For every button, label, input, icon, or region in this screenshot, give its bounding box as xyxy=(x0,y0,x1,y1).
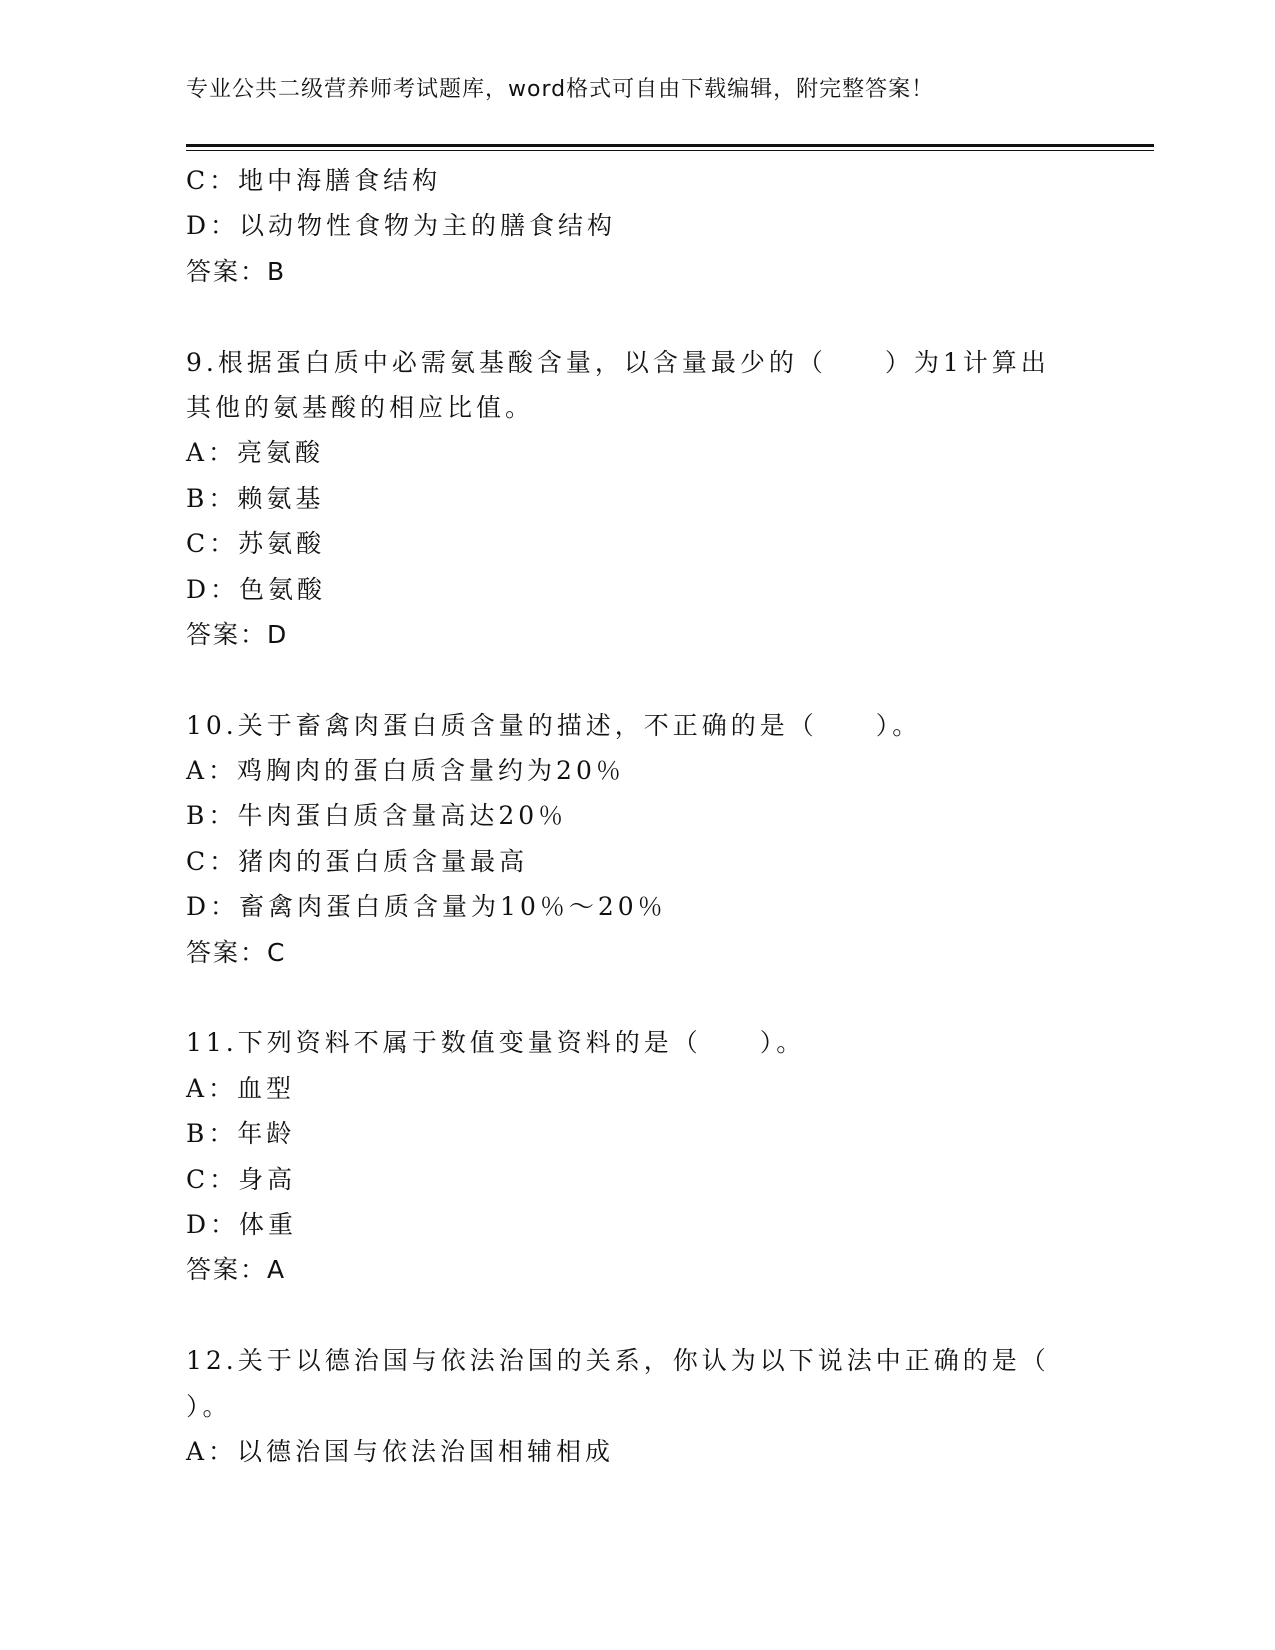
q9-option-a: A：亮氨酸 xyxy=(186,438,325,468)
q11-stem: 11.下列资料不属于数值变量资料的是（ ）。 xyxy=(186,1028,806,1058)
spacer xyxy=(186,1293,1086,1338)
spacer xyxy=(186,294,1086,339)
q9-option-c: C：苏氨酸 xyxy=(186,529,326,559)
q9-option-b: B：赖氨基 xyxy=(186,483,325,513)
question-10 xyxy=(186,703,1086,975)
q8-option-d: D：以动物性食物为主的膳食结构 xyxy=(186,211,617,241)
q10-answer: 答案：C xyxy=(186,937,287,967)
q11-option-c: C：身高 xyxy=(186,1164,297,1194)
spacer xyxy=(186,657,1086,702)
q11-option-a: A：血型 xyxy=(186,1073,296,1103)
q10-option-c: C：猪肉的蛋白质含量最高 xyxy=(186,846,529,876)
q10-option-b: B：牛肉蛋白质含量高达20％ xyxy=(186,801,568,831)
q10-option-d: D：畜禽肉蛋白质含量为10％～20％ xyxy=(186,892,667,922)
page-header: 专业公共二级营养师考试题库，word格式可自由下载编辑，附完整答案！ xyxy=(186,77,935,102)
q10-option-a: A：鸡胸肉的蛋白质含量约为20％ xyxy=(186,756,625,786)
q9-stem-line1: 9.根据蛋白质中必需氨基酸含量，以含量最少的（ ）为1计算出 xyxy=(186,347,1050,377)
q11-answer: 答案：A xyxy=(186,1255,287,1285)
q8-option-c: C：地中海膳食结构 xyxy=(186,166,442,195)
question-8-fragment xyxy=(186,158,1086,294)
spacer xyxy=(186,975,1086,1020)
q11-option-d: D：体重 xyxy=(186,1209,298,1239)
question-9 xyxy=(186,340,1086,658)
q8-answer: 答案：B xyxy=(186,256,287,286)
q12-stem-line1: 12.关于以德治国与依法治国的关系，你认为以下说法中正确的是（ xyxy=(186,1346,1050,1376)
q10-stem: 10.关于畜禽肉蛋白质含量的描述，不正确的是（ ）。 xyxy=(186,710,922,740)
q12-option-a: A：以德治国与依法治国相辅相成 xyxy=(186,1436,615,1466)
header-rule-thin xyxy=(186,150,1154,151)
header-rule-thick xyxy=(186,144,1154,147)
q9-answer: 答案：D xyxy=(186,619,289,649)
question-11 xyxy=(186,1020,1086,1292)
q11-option-b: B：年龄 xyxy=(186,1119,296,1149)
question-12 xyxy=(186,1338,1086,1474)
q9-stem-line2: 其他的氨基酸的相应比值。 xyxy=(186,392,535,422)
q12-stem-line2: ）。 xyxy=(186,1391,232,1421)
question-content xyxy=(186,158,1086,1474)
q9-option-d: D：色氨酸 xyxy=(186,574,327,604)
